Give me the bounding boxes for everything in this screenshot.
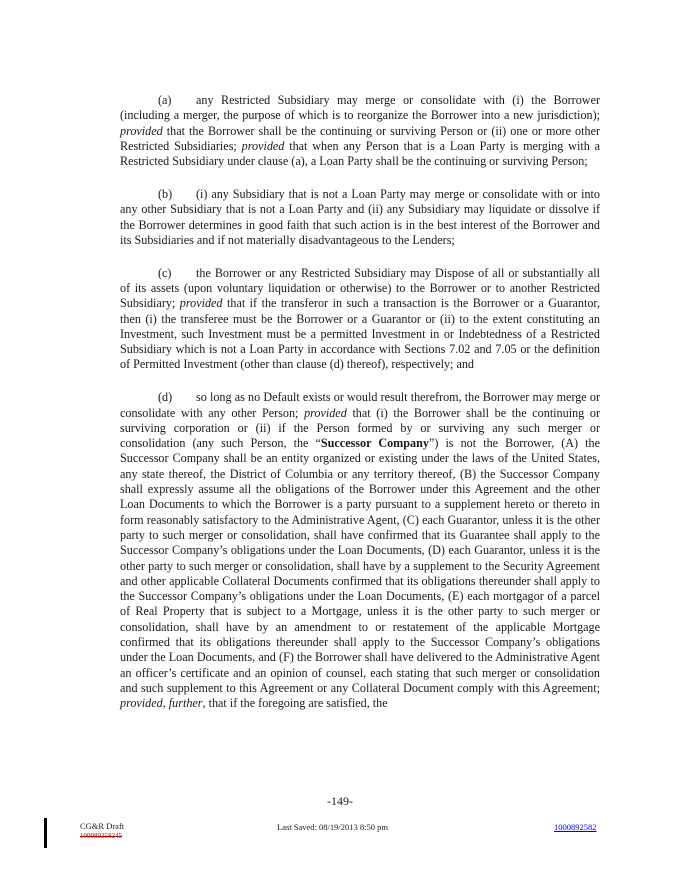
paragraph-text: so long as no Default exists or would result therefrom, the Borrower may merge or consolidate with any other Person; [120,390,600,420]
italic-term: provided [241,138,285,153]
paragraph-text: that if the transferor in such a transaction is the Borrower or a Guarantor, then (i) the transferee must be the Borrower or a Guarantor or (ii) to the extent constituting an Investment, such Investment must be a permitted Investment in or Indebtedness of a Restricted Subsidiary which is not a Loan Party in accordance with Sections 7.02 and 7.05 or the definition of Permitted Investment (other than clause (d) thereof), respectively; and [120,296,600,372]
footer-last-saved: Last Saved: 08/19/2013 8:50 pm [277,822,388,832]
change-bar [44,818,47,848]
italic-term: provided [179,296,223,311]
paragraph-d [120,390,600,711]
paragraph-text: (i) any Subsidiary that is not a Loan Party may merge or consolidate with or into any other Subsidiary that is not a Loan Party and (ii) any Subsidiary may liquidate or dissolve if the Borrower determines in good faith that such action is in the best interest of the Borrower and its Subsidiaries and if not materially disadvantageous to the Lenders; [120,186,600,247]
paragraph-label: (a) [158,93,172,107]
italic-term: provided [120,696,163,711]
paragraph-label: (c) [158,265,172,280]
paragraph-text: ”) is not the Borrower, (A) the Successor Company shall be an entity organized or existing under the laws of the United States, any state thereof, the District of Columbia or any territory thereof, (B) the Successor Company shall expressly assume all the obligations of the Borrower under this Agreement and the other Loan Documents to which the Borrower is a party pursuant to a supplement hereto or thereto in form reasonably satisfactory to the Administrative Agent, (C) each Guarantor, unless it is the other party to such merger or consolidation, shall have confirmed that its Guarantee shall apply to the Successor Company’s obligations under the Loan Documents, (D) each Guarantor, unless it is the other party to such merger or consolidation, shall have by a supplement to the Security Agreement and other applicable Collateral Documents confirmed that its obligations thereunder shall apply to the Successor Company’s obligations under the Loan Documents, (E) each mortgagor of a parcel of Real Property that is subject to a Mortgage, unless it is the other party to such merger or consolidation, shall have by an amendment to or restatement of the applicable Mortgage confirmed that its obligations thereunder shall apply to the Successor Company’s obligations under the Loan Documents, and (F) the Borrower shall have delivered to the Administrative Agent an officer’s certificate and an opinion of counsel, each stating that such merger or consolidation and such supplement to this Agreement or any Collateral Document comply with this Agreement; [120,436,600,695]
document-body [120,93,600,729]
paragraph-text: that (i) the Borrower shall be the continuing or surviving corporation or (ii) if the Person formed by or surviving any such merger or consolidation (any such Person, the “ [120,405,600,451]
footer-struck-docnum: 100089258245 [80,832,122,840]
paragraph-label: (d) [158,390,173,405]
paragraph-text: , that if the foregoing are satisfied, the [202,696,388,711]
paragraph-text: the Borrower or any Restricted Subsidiary may Dispose of all or substantially all of its assets (upon voluntary liquidation or otherwise) to the Borrower or to another Restricted Subsidiary; [120,265,600,311]
paragraph-text: that when any Person that is a Loan Party is merging with a Restricted Subsidiary under clause (a), a Loan Party shall be the continuing or surviving Person; [120,138,600,169]
page-number: -149- [327,794,353,808]
footer-draft-title: CG&R Draft [80,821,125,831]
italic-term: further [168,696,203,711]
italic-term: provided [120,123,163,138]
paragraph-a [120,93,600,169]
defined-term: Successor Company [320,436,429,451]
paragraph-text: , [162,696,169,711]
italic-term: provided [304,405,347,420]
paragraph-c [120,266,600,373]
paragraph-text: any Restricted Subsidiary may merge or consolidate with (i) the Borrower (including a merger, the purpose of which is to reorganize the Borrower into a new jurisdiction); [120,93,600,123]
paragraph-b [120,187,600,248]
footer-doc-number-link[interactable]: 1000892582 [554,822,597,832]
paragraph-text: that the Borrower shall be the continuing or surviving Person or (ii) one or more other Restricted Subsidiaries; [120,123,600,153]
paragraph-label: (b) [158,186,173,201]
footer-draft-label [80,821,124,841]
